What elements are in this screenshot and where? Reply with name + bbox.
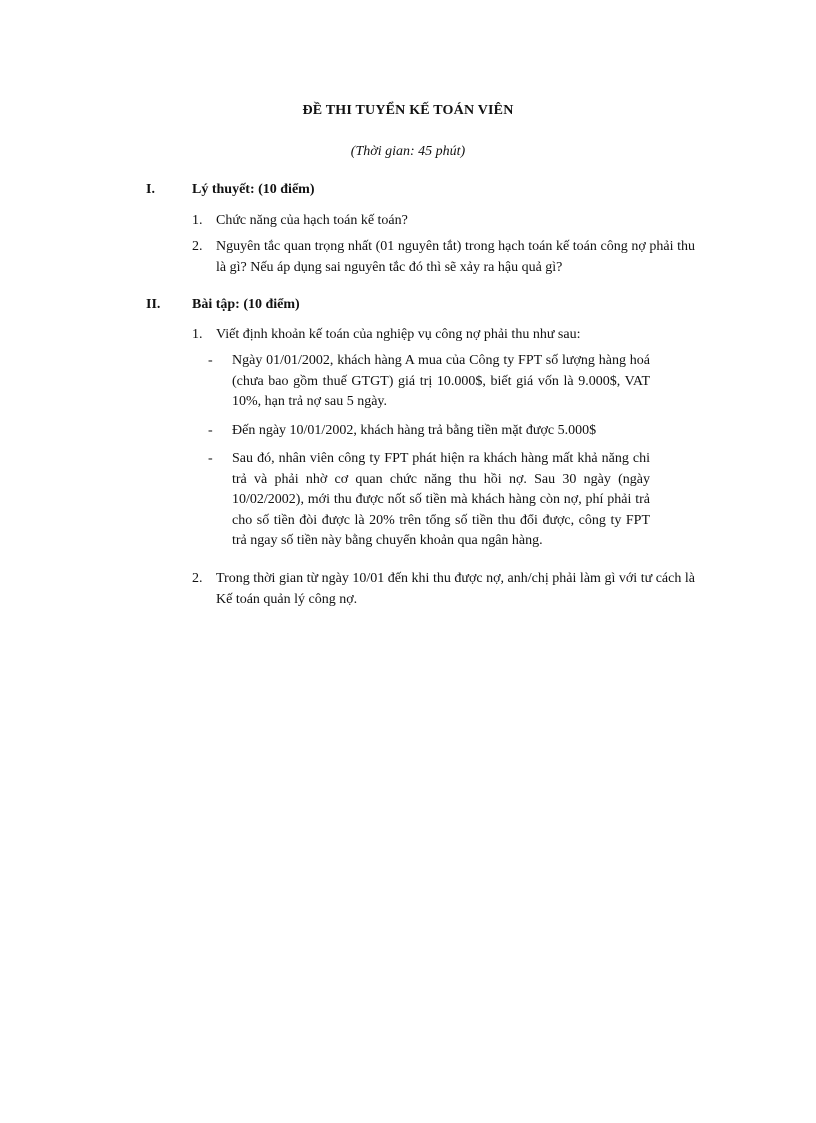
section-number: I.	[146, 182, 155, 197]
item-number: 1.	[192, 327, 203, 342]
sub-item-text: Sau đó, nhân viên công ty FPT phát hiện ra khách hàng mất khả năng chi trả và phải nhờ cơ quan chức năng thu hồi nợ. Sau 30 ngày (ngày 10/02/2002), mới thu được nốt số tiền mà khách hàng còn nợ, phí phải trả cho số tiền đòi được là 20% trên tổng số tiền thu đổi được, công ty FPT trả ngay số tiền này bằng chuyển khoản qua ngân hàng.	[232, 451, 650, 548]
dash-bullet: -	[208, 353, 213, 368]
item-number: 2.	[192, 239, 203, 254]
list-item	[192, 210, 695, 231]
document-title: ĐỀ THI TUYỂN KẾ TOÁN VIÊN	[302, 103, 514, 118]
list-item	[192, 236, 695, 278]
item-text: Trong thời gian từ ngày 10/01 đến khi thu được nợ, anh/chị phải làm gì với tư cách là Kế toán quản lý công nợ.	[216, 570, 695, 607]
sub-item	[208, 449, 650, 552]
item-text: Nguyên tắc quan trọng nhất (01 nguyên tắt) trong hạch toán kế toán công nợ phải thu là gì? Nếu áp dụng sai nguyên tắc đó thì sẽ xảy ra hậu quả gì?	[216, 239, 695, 275]
sub-item	[208, 421, 650, 442]
list-item	[192, 324, 695, 345]
section-header	[146, 297, 706, 319]
section-title: Lý thuyết: (10 điểm)	[192, 182, 315, 197]
item-number: 1.	[192, 213, 203, 228]
document-subtitle: (Thời gian: 45 phút)	[350, 144, 466, 159]
section-exercises	[146, 297, 706, 610]
list-item	[192, 568, 695, 610]
section-number: II.	[146, 297, 161, 312]
item-text: Viết định khoản kế toán của nghiệp vụ công nợ phải thu như sau:	[216, 327, 581, 342]
item-text: Chức năng của hạch toán kế toán?	[216, 213, 408, 228]
dash-bullet: -	[208, 451, 213, 466]
section-header	[146, 182, 706, 204]
dash-bullet: -	[208, 422, 213, 438]
section-theory	[146, 182, 706, 278]
sub-item	[208, 351, 650, 413]
sub-item-text: Ngày 01/01/2002, khách hàng A mua của Công ty FPT số lượng hàng hoá (chưa bao gồm thuế GTGT) giá trị 10.000$, biết giá vốn là 9.000$, VAT 10%, hạn trả nợ sau 5 ngày.	[232, 353, 650, 409]
sub-item-text: Đến ngày 10/01/2002, khách hàng trả bằng tiền mặt được 5.000$	[232, 422, 597, 438]
section-title: Bài tập: (10 điểm)	[192, 297, 300, 312]
item-number: 2.	[192, 570, 203, 586]
